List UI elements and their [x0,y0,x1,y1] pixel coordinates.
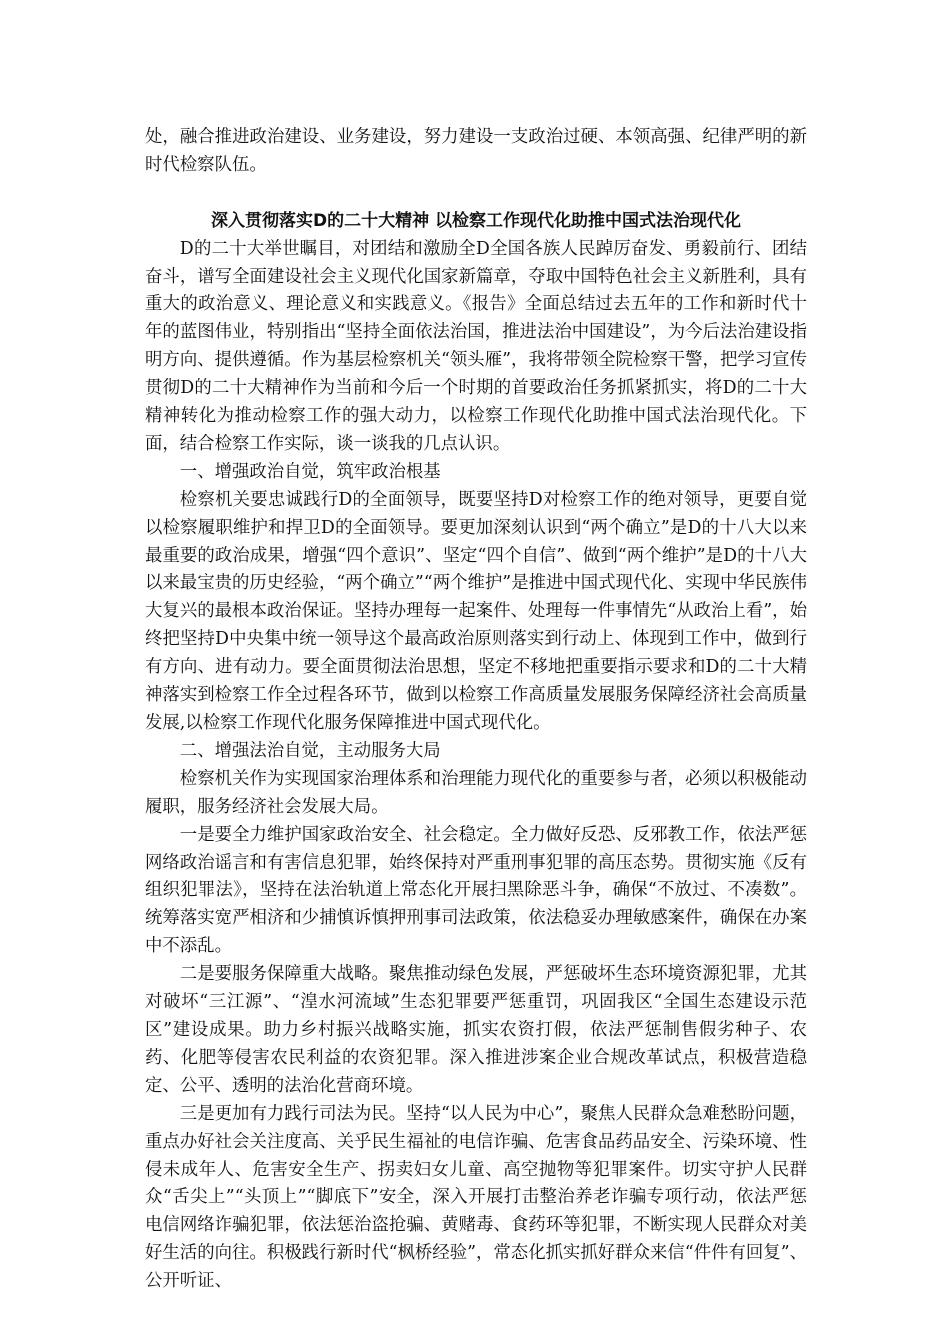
document-body [145,124,807,1296]
section-heading: 二、增强法治自觉，主动服务大局 [179,740,441,761]
section-heading: 一、增强政治自觉，筑牢政治根基 [179,461,441,482]
body-paragraph: 二是要服务保障重大战略。聚焦推动绿色发展，严惩破坏生态环境资源犯罪，尤其对破坏“三江源”、“湟水河流域”生态犯罪要严惩重罚，巩固我区“全国生态建设示范区”建设成果。助力乡村振兴战略实施，抓实农资打假，依法严惩制售假劣种子、农药、化肥等侵害农民利益的农资犯罪。深入推进涉案企业合规改革试点，积极营造稳定、公平、透明的法治化营商环境。 [145,964,807,1096]
body-paragraph: 检察机关作为实现国家治理体系和治理能力现代化的重要参与者，必须以积极能动履职，服务经济社会发展大局。 [145,768,807,817]
body-paragraph: D的二十大举世瞩目，对团结和激励全D全国各族人民踔厉奋发、勇毅前行、团结奋斗，谱写全面建设社会主义现代化国家新篇章，夺取中国特色社会主义新胜利，具有重大的政治意义、理论意义和实践意义。《报告》全面总结过去五年的工作和新时代十年的蓝图伟业，特别指出“坚持全面依法治国，推进法治中国建设”，为今后法治建设指明方向、提供遵循。作为基层检察机关“领头雁”，我将带领全院检察干警，把学习宣传贯彻D的二十大精神作为当前和今后一个时期的首要政治任务抓紧抓实，将D的二十大精神转化为推动检察工作的强大动力，以检察工作现代化助推中国式法治现代化。下面，结合检察工作实际，谈一谈我的几点认识。 [145,238,807,454]
intro-paragraph-fragment: 处，融合推进政治建设、业务建设，努力建设一支政治过硬、本领高强、纪律严明的新时代检察队伍。 [145,127,807,175]
document-title: 深入贯彻落实D的二十大精神 以检察工作现代化助推中国式法治现代化 [210,210,742,231]
body-paragraph: 一是要全力维护国家政治安全、社会稳定。全力做好反恐、反邪教工作，依法严惩网络政治谣言和有害信息犯罪，始终保持对严重刑事犯罪的高压态势。贯彻实施《反有组织犯罪法》，坚持在法治轨道上常态化开展扫黑除恶斗争，确保“不放过、不凑数”。统筹落实宽严相济和少捕慎诉慎押刑事司法政策，依法稳妥办理敏感案件，确保在办案中不添乱。 [145,824,807,957]
body-paragraph: 三是更加有力践行司法为民。坚持“以人民为中心”，聚焦人民群众急难愁盼问题，重点办好社会关注度高、关乎民生福祉的电信诈骗、危害食品药品安全、污染环境、性侵未成年人、危害安全生产、拐卖妇女儿童、高空抛物等犯罪案件。切实守护人民群众“舌尖上”“头顶上”“脚底下”安全，深入开展打击整治养老诈骗专项行动，依法严惩电信网络诈骗犯罪，依法惩治盗抢骗、黄赌毒、食药环等犯罪，不断实现人民群众对美好生活的向往。积极践行新时代“枫桥经验”，常态化抓实抓好群众来信“件件有回复”、公开听证、 [145,1103,807,1292]
body-paragraph: 检察机关要忠诚践行D的全面领导，既要坚持D对检察工作的绝对领导，更要自觉以检察履职维护和捍卫D的全面领导。要更加深刻认识到“两个确立”是D的十八大以来最重要的政治成果，增强“四个意识”、坚定“四个自信”、做到“两个维护”是D的十八大以来最宝贵的历史经验，“两个确立”“两个维护”是推进中国式现代化、实现中华民族伟大复兴的最根本政治保证。坚持办理每一起案件、处理每一件事情先“从政治上看”，始终把坚持D中央集中统一领导这个最高政治原则落实到行动上、体现到工作中，做到行有方向、进有动力。要全面贯彻法治思想，坚定不移地把重要指示要求和D的二十大精神落实到检察工作全过程各环节，做到以检察工作高质量发展服务保障经济社会高质量发展,以检察工作现代化服务保障推进中国式现代化。 [145,489,807,734]
blank-line [145,180,807,208]
